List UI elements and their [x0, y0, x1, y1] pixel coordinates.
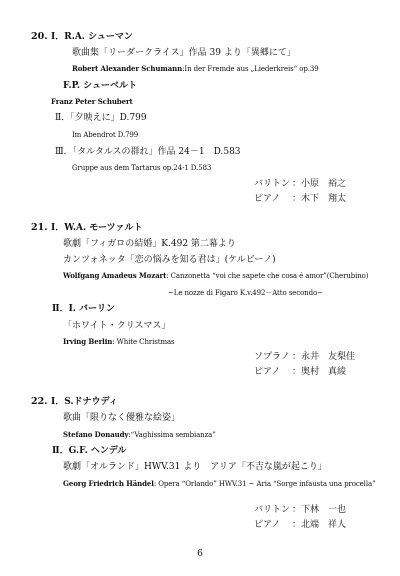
composer-name-en: Georg Friedrich Händel [63, 479, 154, 488]
performer-name: 北端 祥人 [301, 520, 347, 530]
work-title-ja: カンツォネッタ「恋の悩みを知る君は」(ケルビーノ) [63, 255, 276, 265]
work-name-en: :“Vaghissima sembianza” [128, 431, 216, 439]
work-name-en: : Opera “Orlando” HWV.31 ~ Aria “Sorge infausta una procella” [153, 480, 376, 488]
performer-name: 小原 裕之 [301, 179, 347, 189]
page-number: 6 [197, 549, 203, 559]
performer-role: ピアノ [254, 194, 281, 204]
performer-row: ピアノ ：北端 祥人 [254, 520, 347, 530]
performer-row: ピアノ ：奥村 真綾 [254, 367, 347, 377]
work-title-ja: 歌劇「フィガロの結婚」K.492 第二幕より [63, 239, 236, 249]
work-title-en [63, 336, 175, 348]
composer-name-en: Stefano Donaudy [63, 430, 129, 439]
performer-role: ピアノ [254, 520, 281, 530]
work-name-en: : White Christmas [112, 338, 175, 346]
work-name-en: :In der Fremde aus „Liederkreis“ op.39 [182, 65, 319, 73]
work-title-en [63, 429, 216, 441]
work-title-ja: 歌曲「限りなく優雅な絵姿」 [63, 413, 181, 423]
composer-heading: Ⅱ．I. バーリン [52, 304, 116, 314]
work-title-en-continued: ~Le nozze di Figaro K.v.492－Atto secondo~ [168, 289, 323, 297]
work-title-ja: 歌劇「オルランド」HWV.31 より アリア「不吉な嵐が起こり」 [63, 462, 327, 472]
composer-heading: Ⅰ．W.A. モーツァルト [51, 223, 143, 233]
composer-heading: Ⅰ．R.A. シューマン [51, 32, 133, 42]
performer-name: 下林 一也 [301, 505, 347, 515]
composer-name-en: Franz Peter Schubert [51, 97, 133, 106]
work-title-en [63, 478, 376, 490]
composer-heading: Ⅱ．G.F. ヘンデル [52, 446, 127, 456]
program-number: 22. [31, 396, 48, 407]
composer-heading: Ⅰ．S.ドナウディ [51, 397, 118, 407]
performer-row: バリトン ：下林 一也 [254, 505, 347, 515]
performer-row: ソプラノ ：永井 友梨佳 [254, 352, 356, 362]
performer-row: バリトン ：小原 裕之 [254, 179, 347, 189]
composer-heading: F.P. シューベルト [63, 81, 137, 91]
composer-name-en: Wolfgang Amadeus Mozart [63, 271, 167, 280]
work-title-ja: Ⅲ．「タルタルスの群れ」作品 24－1 D.583 [55, 147, 241, 157]
work-name-en: : Canzonetta “voi che sapete che cosa é amor”(Cherubino) [166, 272, 369, 280]
composer-name-en: Irving Berlin [63, 337, 113, 346]
work-title-en [63, 270, 368, 282]
work-title-en: Im Abendrot D.799 [72, 131, 139, 139]
work-title-en: Gruppe aus dem Tartarus op.24-1 D.583 [72, 164, 212, 172]
performer-role: ソプラノ [254, 352, 290, 362]
performer-name: 奥村 真綾 [301, 367, 347, 377]
program-number: 20. [31, 31, 48, 42]
composer-name-en: Robert Alexander Schumann [72, 64, 183, 73]
performer-role: ピアノ [254, 367, 281, 377]
performer-role: バリトン [254, 179, 291, 189]
work-title-ja: 歌曲集「リーダークライス」作品 39 より「異郷にて」 [72, 48, 296, 58]
program-number: 21. [31, 222, 48, 233]
performer-row: ピアノ ：木下 翔太 [254, 194, 347, 204]
work-title-ja: Ⅱ．「夕映えに」D.799 [55, 113, 147, 123]
work-title-en [72, 63, 319, 75]
work-title-ja: 「ホワイト・クリスマス」 [63, 321, 171, 331]
performer-name: 木下 翔太 [301, 194, 347, 204]
performer-name: 永井 友梨佳 [301, 352, 356, 362]
performer-role: バリトン [254, 505, 291, 515]
